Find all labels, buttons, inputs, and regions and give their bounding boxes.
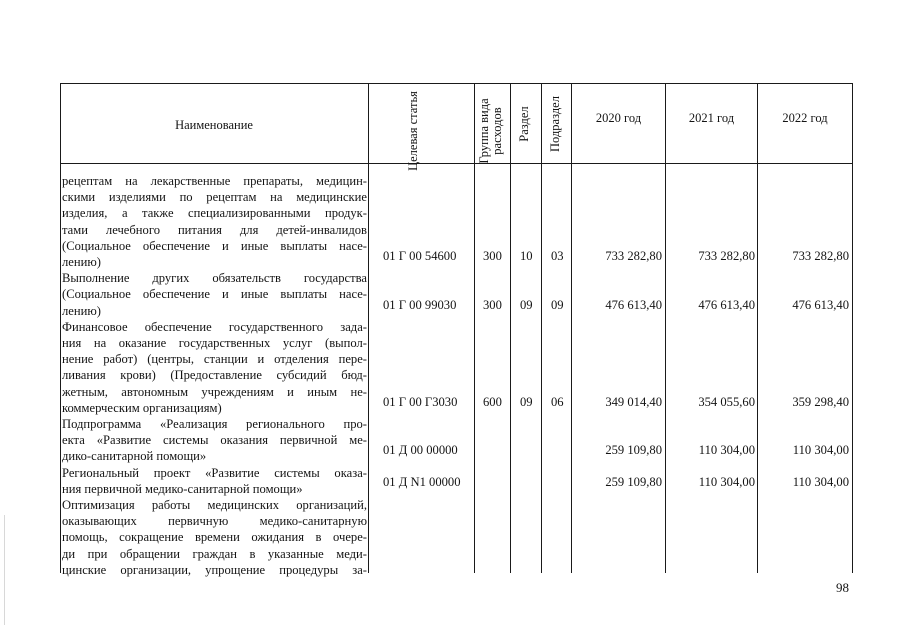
cell-target-article: 01 Д N1 00000 xyxy=(383,475,461,489)
cell-target-article: 01 Г 00 54600 xyxy=(383,249,457,263)
header-2020: 2020 год xyxy=(595,111,642,125)
table-top-border xyxy=(60,83,853,84)
name-line: цинские организации, упрощение процедуры за- xyxy=(62,562,367,577)
name-line: рецептам на лекарственные препараты, медицин- xyxy=(62,174,367,188)
name-line: помощь, сокращение времени ожидания в очере- xyxy=(62,530,367,545)
cell-2022: 733 282,80 xyxy=(792,249,849,263)
header-name: Наименование xyxy=(175,118,253,132)
name-line: (Социальное обеспечение и иные выплаты насе- xyxy=(62,238,367,253)
name-line: екта «Развитие системы оказания первичной ме- xyxy=(62,433,367,448)
header-subsection: Подраздел xyxy=(548,96,562,152)
col-border-2020 xyxy=(665,83,666,573)
name-line: Оптимизация работы медицинских организаций, xyxy=(62,498,367,513)
page-number: 98 xyxy=(836,580,849,595)
cell-target-article: 01 Г 00 99030 xyxy=(383,298,457,312)
name-line: скими изделиями по рецептам на медицинские xyxy=(62,190,367,205)
cell-2021: 476 613,40 xyxy=(698,298,755,312)
cell-2021: 354 055,60 xyxy=(698,395,755,409)
cell-expense-group: 600 xyxy=(483,395,502,409)
scan-margin-mark xyxy=(4,515,5,625)
name-line: лению) xyxy=(62,303,101,318)
cell-2020: 259 109,80 xyxy=(605,475,662,489)
cell-subsection: 03 xyxy=(551,249,564,263)
table-row-name xyxy=(62,465,367,497)
header-2021: 2021 год xyxy=(688,111,735,125)
table-row-name xyxy=(62,497,367,578)
cell-section: 09 xyxy=(520,395,533,409)
col-border-subsection xyxy=(571,83,572,573)
name-line: Финансовое обеспечение государственного зада- xyxy=(62,319,367,334)
cell-target-article: 01 Д 00 00000 xyxy=(383,443,458,457)
cell-2022: 476 613,40 xyxy=(792,298,849,312)
cell-section: 09 xyxy=(520,298,533,312)
name-line: оказывающих первичную медико-санитарную xyxy=(62,514,367,529)
col-border-right xyxy=(852,83,853,573)
cell-target-article: 01 Г 00 Г3030 xyxy=(383,395,458,409)
cell-section: 10 xyxy=(520,249,533,263)
name-line: тами лечебного питания для детей-инвалидов xyxy=(62,222,367,237)
cell-2020: 259 109,80 xyxy=(605,443,662,457)
table-row-name xyxy=(62,270,367,319)
name-line: дико-санитарной помощи» xyxy=(62,449,207,464)
name-line: изделия, а также специализированными продук- xyxy=(62,206,367,221)
name-line: лению) xyxy=(62,255,101,270)
cell-2022: 110 304,00 xyxy=(792,475,849,489)
col-border-name xyxy=(368,83,369,573)
table-row-name xyxy=(62,319,367,416)
table-row-name xyxy=(62,416,367,465)
cell-2022: 110 304,00 xyxy=(792,443,849,457)
cell-2020: 733 282,80 xyxy=(605,249,662,263)
name-line: жетным, автономным учреждениям и иным не- xyxy=(62,384,367,399)
cell-2020: 476 613,40 xyxy=(605,298,662,312)
col-border-code xyxy=(474,83,475,573)
cell-expense-group: 300 xyxy=(483,298,502,312)
cell-2021: 733 282,80 xyxy=(698,249,755,263)
cell-2022: 359 298,40 xyxy=(792,395,849,409)
name-line: (Социальное обеспечение и иные выплаты насе- xyxy=(62,287,367,302)
col-border-left xyxy=(60,83,61,573)
header-target-article: Целевая статья xyxy=(406,91,420,171)
header-section: Раздел xyxy=(517,106,531,142)
name-line: ди при обращении граждан в указанные меди- xyxy=(62,546,367,561)
header-expense-group: Группа вида расходов xyxy=(477,98,504,164)
name-line: коммерческим организациям) xyxy=(62,400,222,415)
cell-2020: 349 014,40 xyxy=(605,395,662,409)
name-line: Подпрограмма «Реализация регионального про- xyxy=(62,417,367,432)
name-column xyxy=(62,173,367,578)
name-line: ливания крови) (Предоставление субсидий бюд- xyxy=(62,368,367,383)
name-line: Выполнение других обязательств государства xyxy=(62,271,367,286)
header-2022: 2022 год xyxy=(782,111,828,125)
col-border-section xyxy=(541,83,542,573)
cell-subsection: 09 xyxy=(551,298,564,312)
cell-subsection: 06 xyxy=(551,395,564,409)
name-line: Региональный проект «Развитие системы оказа- xyxy=(62,465,367,480)
cell-2021: 110 304,00 xyxy=(698,443,755,457)
header-bottom-border xyxy=(60,163,853,164)
col-border-group xyxy=(510,83,511,573)
name-line: нение работ) (центры, станции и отделения пере- xyxy=(62,352,367,367)
col-border-2021 xyxy=(757,83,758,573)
name-line: ния на оказание государственных услуг (выпол- xyxy=(62,336,367,351)
table-row-name xyxy=(62,173,367,270)
cell-expense-group: 300 xyxy=(483,249,502,263)
cell-2021: 110 304,00 xyxy=(698,475,755,489)
name-line: ния первичной медико-санитарной помощи» xyxy=(62,481,303,496)
